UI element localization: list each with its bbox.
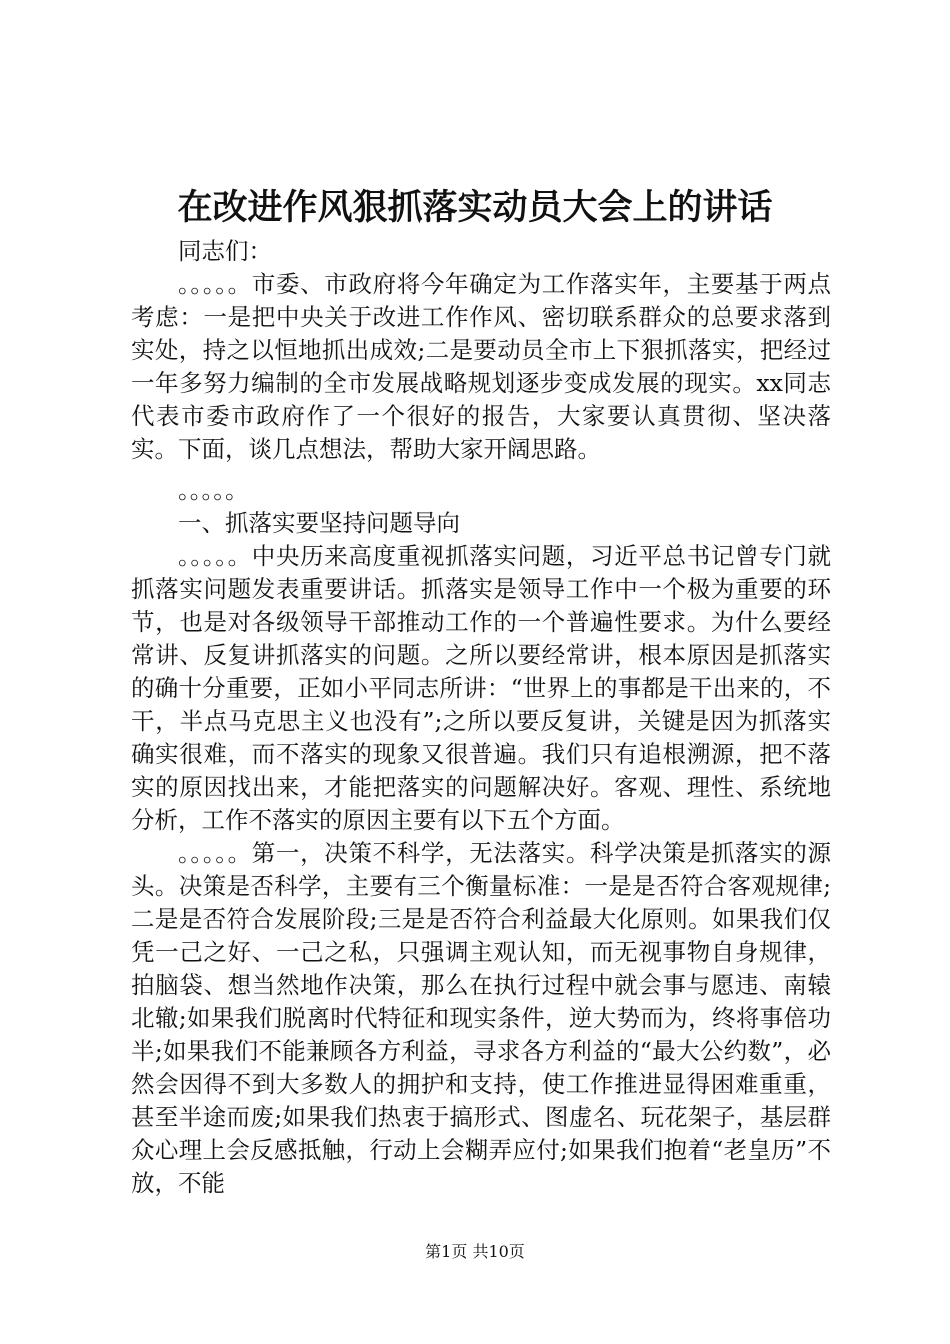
document-title: 在改进作风狠抓落实动员大会上的讲话 bbox=[177, 187, 773, 228]
paragraph-section-1: 。。。。。中央历来高度重视抓落实问题，习近平总书记曾专门就抓落实问题发表重要讲话。抓落实是领导工作中一个极为重要的环节，也是对各级领导干部推动工作的一个普遍性要求。为什么要经常讲、反复讲抓落实的问题。之所以要经常讲，根本原因是抓落实的确十分重要，正如小平同志所讲：“世界上的事都是干出来的，不干，半点马克思主义也没有”;之所以要反复讲，关键是因为抓落实确实很难，而不落实的现象又很普遍。我们只有追根溯源，把不落实的原因找出来，才能把落实的问题解决好。客观、理性、系统地分析，工作不落实的原因主要有以下五个方面。 bbox=[131, 542, 831, 834]
paragraph-intro: 。。。。。市委、市政府将今年确定为工作落实年，主要基于两点考虑：一是把中央关于改进工作作风、密切联系群众的总要求落到实处，持之以恒地抓出成效;二是要动员全市上下狠抓落实，把经过一年多努力编制的全市发展战略规划逐步变成发展的现实。xx同志代表市委市政府作了一个很好的报告，大家要认真贯彻、坚决落实。下面，谈几点想法，帮助大家开阔思路。 bbox=[131, 270, 831, 463]
document-body bbox=[131, 235, 831, 1200]
paragraph-ellipsis: 。。。。。 bbox=[178, 476, 249, 504]
section-heading: 一、抓落实要坚持问题导向 bbox=[178, 509, 460, 537]
paragraph-first-point: 。。。。。第一，决策不科学，无法落实。科学决策是抓落实的源头。决策是否科学，主要有三个衡量标准：一是是否符合客观规律;二是是否符合发展阶段;三是是否符合利益最大化原则。如果我们仅凭一己之好、一己之私，只强调主观认知，而无视事物自身规律，拍脑袋、想当然地作决策，那么在执行过程中就会事与愿违、南辕北辙;如果我们脱离时代特征和现实条件，逆大势而为，终将事倍功半;如果我们不能兼顾各方利益，寻求各方利益的“最大公约数”，必然会因得不到大多数人的拥护和支持，使工作推进显得困难重重，甚至半途而废;如果我们热衷于搞形式、图虚名、玩花架子，基层群众心理上会反感抵触，行动上会糊弄应付;如果我们抱着“老皇历”不放，不能 bbox=[131, 839, 831, 1197]
salutation: 同志们： bbox=[178, 237, 272, 265]
page-footer: 第1页 共10页 bbox=[425, 1242, 525, 1261]
